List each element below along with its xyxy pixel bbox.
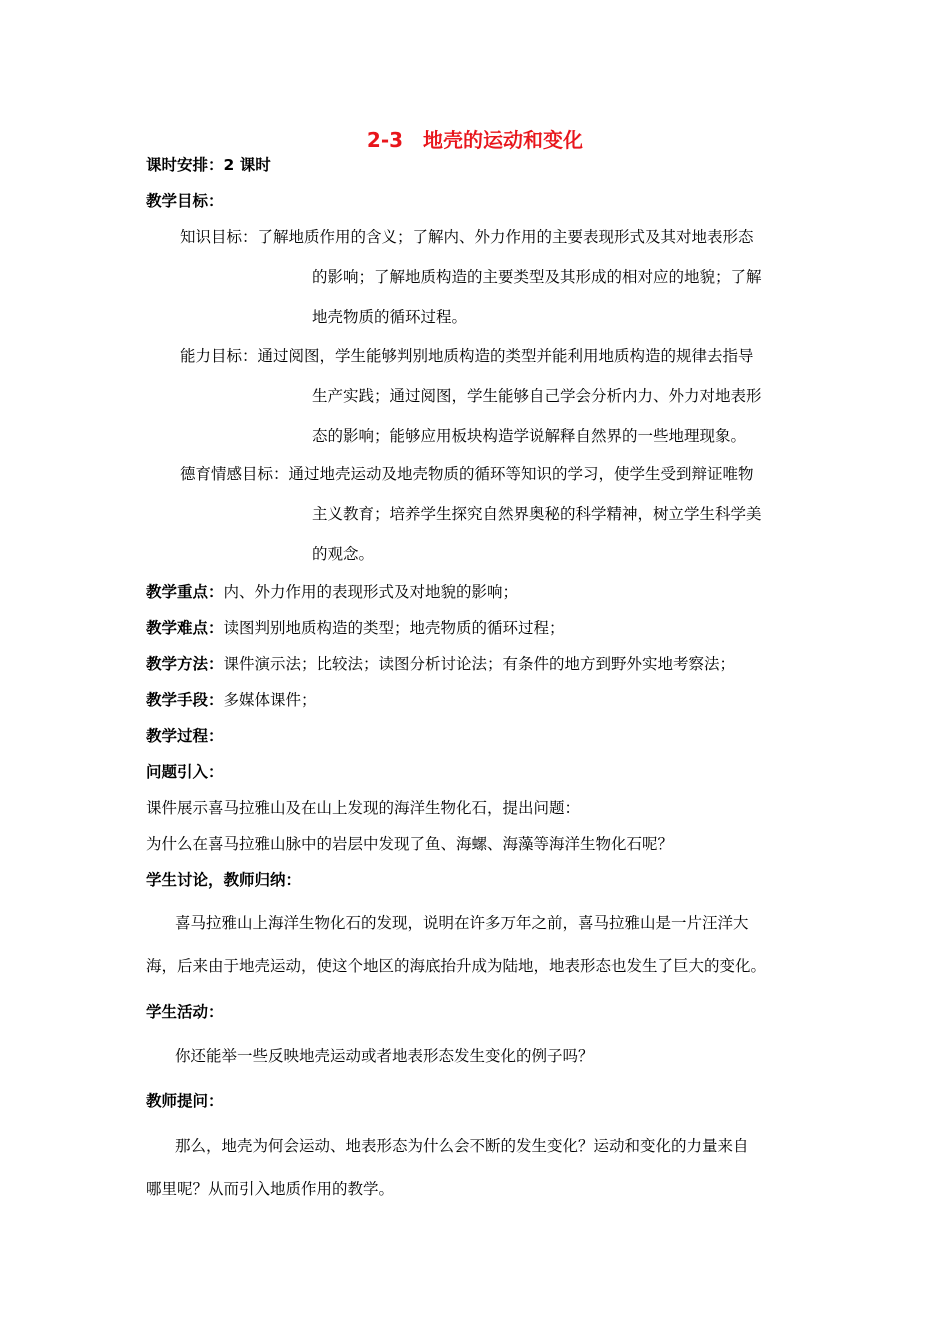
process-heading: 教学过程： <box>146 727 224 745</box>
question-line-2: 哪里呢？从而引入地质作用的教学。 <box>146 1180 395 1198</box>
moral-objective-line-3: 的观念。 <box>312 545 375 563</box>
discussion-heading: 学生讨论，教师归纳： <box>146 871 302 889</box>
difficulties-row <box>146 616 565 638</box>
difficulties-value: 读图判别地质构造的类型；地壳物质的循环过程； <box>223 619 565 637</box>
ability-objective-line-1: 能力目标：通过阅图，学生能够判别地质构造的类型并能利用地质构造的规律去指导 <box>180 347 754 365</box>
intro-heading: 问题引入： <box>146 763 224 781</box>
intro-line-2: 为什么在喜马拉雅山脉中的岩层中发现了鱼、海螺、海藻等海洋生物化石呢？ <box>146 835 674 853</box>
means-row <box>146 688 317 710</box>
methods-label: 教学方法： <box>146 655 224 673</box>
schedule-label: 课时安排： <box>146 156 224 174</box>
objectives-heading: 教学目标： <box>146 192 224 210</box>
ability-objective-line-2: 生产实践；通过阅图，学生能够自己学会分析内力、外力对地表形 <box>312 387 762 405</box>
activity-heading: 学生活动： <box>146 1003 224 1021</box>
intro-line-1: 课件展示喜马拉雅山及在山上发现的海洋生物化石，提出问题： <box>146 799 581 817</box>
schedule-value: 2 课时 <box>223 156 271 174</box>
activity-line-1: 你还能举一些反映地壳运动或者地表形态发生变化的例子吗？ <box>175 1047 594 1065</box>
moral-objective-line-1: 德育情感目标：通过地壳运动及地壳物质的循环等知识的学习，使学生受到辩证唯物 <box>180 465 754 483</box>
knowledge-objective-line-2: 的影响；了解地质构造的主要类型及其形成的相对应的地貌；了解 <box>312 268 762 286</box>
means-label: 教学手段： <box>146 691 224 709</box>
schedule-row <box>146 153 271 175</box>
means-value: 多媒体课件； <box>223 691 317 709</box>
knowledge-objective-label: 知识目标： <box>180 228 258 246</box>
difficulties-label: 教学难点： <box>146 619 224 637</box>
methods-row <box>146 652 735 674</box>
ability-objective-label: 能力目标： <box>180 347 258 365</box>
knowledge-objective-line-3: 地壳物质的循环过程。 <box>312 308 468 326</box>
discussion-line-1: 喜马拉雅山上海洋生物化石的发现，说明在许多万年之前，喜马拉雅山是一片汪洋大 <box>175 914 749 932</box>
knowledge-objective-line-1: 知识目标：了解地质作用的含义；了解内、外力作用的主要表现形式及其对地表形态 <box>180 228 754 246</box>
ability-objective-line-3: 态的影响；能够应用板块构造学说解释自然界的一些地理现象。 <box>312 427 747 445</box>
moral-objective-line-2: 主义教育；培养学生探究自然界奥秘的科学精神，树立学生科学美 <box>312 505 762 523</box>
question-heading: 教师提问： <box>146 1092 224 1110</box>
discussion-line-2: 海，后来由于地壳运动，使这个地区的海底抬升成为陆地，地表形态也发生了巨大的变化。 <box>146 957 767 975</box>
methods-value: 课件演示法；比较法；读图分析讨论法；有条件的地方到野外实地考察法； <box>223 655 736 673</box>
moral-objective-label: 德育情感目标： <box>180 465 289 483</box>
document-title: 2-3 地壳的运动和变化 <box>366 128 584 152</box>
key-points-row <box>146 580 518 602</box>
question-line-1: 那么，地壳为何会运动、地表形态为什么会不断的发生变化？运动和变化的力量来自 <box>175 1137 749 1155</box>
key-points-value: 内、外力作用的表现形式及对地貌的影响； <box>223 583 519 601</box>
key-points-label: 教学重点： <box>146 583 224 601</box>
